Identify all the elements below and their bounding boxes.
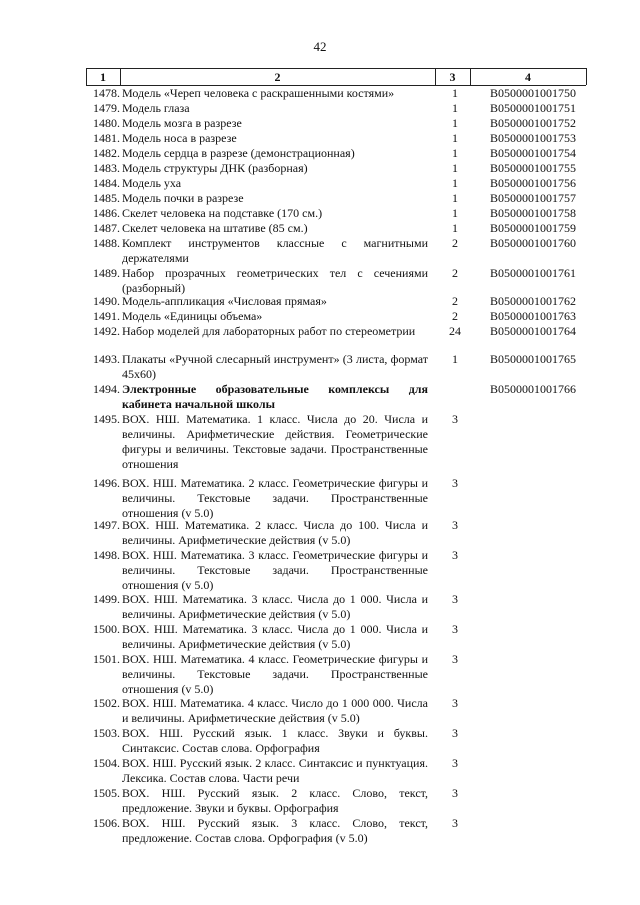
- table-row: [0, 116, 640, 131]
- table-row: [0, 352, 640, 382]
- row-quantity: 1: [452, 176, 458, 190]
- table-row: [0, 146, 640, 161]
- table-row: [0, 726, 640, 756]
- row-name: Набор прозрачных геометрических тел с сечениями (разборный): [122, 266, 428, 295]
- table-row: [0, 221, 640, 236]
- row-quantity: 2: [452, 294, 458, 308]
- row-number: 1485.: [93, 191, 120, 205]
- row-code: В0500001001760: [490, 236, 577, 250]
- row-quantity: 3: [452, 518, 458, 532]
- table-row: [0, 161, 640, 176]
- header-divider: [470, 68, 471, 85]
- table-row: [0, 816, 640, 846]
- row-quantity: 3: [452, 652, 458, 666]
- row-quantity: 1: [452, 101, 458, 115]
- row-code: В0500001001754: [490, 146, 577, 160]
- row-number: 1494.: [93, 382, 120, 396]
- row-quantity: 1: [452, 146, 458, 160]
- row-name: ВОХ. НШ. Математика. 2 класс. Числа до 100. Числа и величины. Арифметические действия (v 5.0): [122, 518, 428, 547]
- row-code: В0500001001765: [490, 352, 577, 366]
- table-row: [0, 86, 640, 101]
- row-code: В0500001001750: [490, 86, 577, 100]
- row-quantity: 2: [452, 236, 458, 250]
- row-name: Модель почки в разрезе: [122, 191, 244, 205]
- row-code: В0500001001758: [490, 206, 577, 220]
- row-quantity: 3: [452, 756, 458, 770]
- row-quantity: 1: [452, 206, 458, 220]
- row-quantity: 3: [452, 786, 458, 800]
- row-quantity: 1: [452, 352, 458, 366]
- row-name: Модель уха: [122, 176, 182, 190]
- row-number: 1501.: [93, 652, 120, 666]
- row-name: Модель мозга в разрезе: [122, 116, 242, 130]
- row-code: В0500001001751: [490, 101, 577, 115]
- row-quantity: 3: [452, 412, 458, 426]
- row-name: Модель сердца в разрезе (демонстрационная): [122, 146, 355, 160]
- row-quantity: 1: [452, 221, 458, 235]
- row-number: 1504.: [93, 756, 120, 770]
- row-quantity: 2: [452, 309, 458, 323]
- row-number: 1489.: [93, 266, 120, 280]
- row-name: Набор моделей для лабораторных работ по стереометрии: [122, 324, 416, 338]
- row-name: Плакаты «Ручной слесарный инструмент» (3 листа, формат 45х60): [122, 352, 428, 381]
- row-name: ВОХ. НШ. Математика. 3 класс. Геометрические фигуры и величины. Текстовые задачи. Пространственные отношения (v 5.0): [122, 548, 428, 592]
- row-quantity: 3: [452, 622, 458, 636]
- row-name: ВОХ. НШ. Русский язык. 2 класс. Синтаксис и пунктуация. Лексика. Состав слова. Части речи: [122, 756, 428, 785]
- row-name: ВОХ. НШ. Математика. 2 класс. Геометрические фигуры и величины. Текстовые задачи. Пространственные отношения (v 5.0): [122, 476, 428, 520]
- row-name: ВОХ. НШ. Математика. 4 класс. Число до 1 000 000. Числа и величины. Арифметические действия (v 5.0): [122, 696, 428, 725]
- row-name: ВОХ. НШ. Математика. 3 класс. Числа до 1 000. Числа и величины. Арифметические действия (v 5.0): [122, 592, 428, 621]
- row-quantity: 3: [452, 592, 458, 606]
- row-code: В0500001001756: [490, 176, 577, 190]
- table-row: [0, 176, 640, 191]
- header-col-2: 2: [274, 70, 281, 84]
- row-number: 1488.: [93, 236, 120, 250]
- row-quantity: 2: [452, 266, 458, 280]
- row-number: 1480.: [93, 116, 120, 130]
- row-number: 1478.: [93, 86, 120, 100]
- header-divider: [120, 68, 121, 85]
- row-name: ВОХ. НШ. Русский язык. 2 класс. Слово, текст, предложение. Звуки и буквы. Орфография: [122, 786, 428, 815]
- table-row: [0, 652, 640, 697]
- table-row: [0, 309, 640, 324]
- row-quantity: 3: [452, 696, 458, 710]
- row-number: 1479.: [93, 101, 120, 115]
- row-number: 1481.: [93, 131, 120, 145]
- header-divider: [435, 68, 436, 85]
- row-name: ВОХ. НШ. Математика. 1 класс. Числа до 20. Числа и величины. Арифметические действия. Геометрические фигуры и величины. Текстовые задачи. Пространственные отношения: [122, 412, 428, 471]
- table-row: [0, 548, 640, 593]
- table-row: [0, 756, 640, 786]
- row-quantity: 1: [452, 86, 458, 100]
- table-row: [0, 324, 640, 354]
- row-number: 1499.: [93, 592, 120, 606]
- row-number: 1493.: [93, 352, 120, 366]
- page-number: 42: [313, 39, 327, 54]
- table-row: [0, 206, 640, 221]
- table-row: [0, 518, 640, 548]
- table-row: [0, 236, 640, 266]
- table-row: [0, 412, 640, 472]
- header-col-4: 4: [525, 70, 531, 84]
- table-row: [0, 622, 640, 652]
- table-row: [0, 101, 640, 116]
- row-quantity: 1: [452, 131, 458, 145]
- table-row: [0, 592, 640, 622]
- row-code: В0500001001766: [490, 382, 577, 396]
- row-quantity: 3: [452, 816, 458, 830]
- header-divider: [586, 68, 587, 85]
- row-quantity: 1: [452, 116, 458, 130]
- row-number: 1502.: [93, 696, 120, 710]
- row-number: 1492.: [93, 324, 120, 338]
- header-col-1: 1: [100, 70, 106, 84]
- row-quantity: 3: [452, 726, 458, 740]
- row-quantity: 1: [452, 191, 458, 205]
- row-name: Модель структуры ДНК (разборная): [122, 161, 308, 175]
- row-number: 1505.: [93, 786, 120, 800]
- table-row: [0, 786, 640, 816]
- row-number: 1498.: [93, 548, 120, 562]
- row-name: ВОХ. НШ. Математика. 4 класс. Геометрические фигуры и величины. Текстовые задачи. Пространственные отношения (v 5.0): [122, 652, 428, 696]
- row-number: 1500.: [93, 622, 120, 636]
- table-row: [0, 696, 640, 726]
- row-code: В0500001001762: [490, 294, 577, 308]
- row-number: 1486.: [93, 206, 120, 220]
- row-number: 1490.: [93, 294, 120, 308]
- row-code: В0500001001752: [490, 116, 577, 130]
- row-name: ВОХ. НШ. Русский язык. 3 класс. Слово, текст, предложение. Состав слова. Орфография (v 5.0): [122, 816, 428, 845]
- row-code: В0500001001753: [490, 131, 577, 145]
- row-name: ВОХ. НШ. Русский язык. 1 класс. Звуки и буквы. Синтаксис. Состав слова. Орфография: [122, 726, 428, 755]
- row-number: 1503.: [93, 726, 120, 740]
- row-name: Модель-аппликация «Числовая прямая»: [122, 294, 327, 308]
- row-name: Электронные образовательные комплексы для кабинета начальной школы: [122, 382, 428, 411]
- table-row: [0, 294, 640, 309]
- table-row: [0, 131, 640, 146]
- row-quantity: 3: [452, 476, 458, 490]
- table-row: [0, 266, 640, 296]
- row-name: ВОХ. НШ. Математика. 3 класс. Числа до 1 000. Числа и величины. Арифметические действия (v 5.0): [122, 622, 428, 651]
- row-name: Скелет человека на подставке (170 см.): [122, 206, 323, 220]
- table-row: [0, 191, 640, 206]
- row-quantity: 3: [452, 548, 458, 562]
- row-name: Модель «Единицы объема»: [122, 309, 263, 323]
- row-name: Комплект инструментов классные с магнитными держателями: [122, 236, 428, 265]
- row-number: 1482.: [93, 146, 120, 160]
- table-row: [0, 476, 640, 521]
- row-number: 1487.: [93, 221, 120, 235]
- row-quantity: 1: [452, 161, 458, 175]
- row-code: В0500001001764: [490, 324, 577, 338]
- table-header: [86, 68, 586, 86]
- row-number: 1483.: [93, 161, 120, 175]
- row-number: 1484.: [93, 176, 120, 190]
- row-number: 1495.: [93, 412, 120, 426]
- row-code: В0500001001759: [490, 221, 577, 235]
- header-col-3: 3: [449, 70, 456, 84]
- row-number: 1506.: [93, 816, 120, 830]
- table-row: [0, 382, 640, 412]
- row-name: Модель носа в разрезе: [122, 131, 237, 145]
- row-code: В0500001001755: [490, 161, 577, 175]
- row-name: Модель глаза: [122, 101, 190, 115]
- row-name: Модель «Череп человека с раскрашенными костями»: [122, 86, 395, 100]
- row-name: Скелет человека на штативе (85 см.): [122, 221, 308, 235]
- row-code: В0500001001763: [490, 309, 577, 323]
- row-quantity: 24: [449, 324, 461, 338]
- row-number: 1491.: [93, 309, 120, 323]
- row-code: В0500001001757: [490, 191, 577, 205]
- row-number: 1496.: [93, 476, 120, 490]
- header-divider: [86, 68, 87, 85]
- row-code: В0500001001761: [490, 266, 577, 280]
- row-number: 1497.: [93, 518, 120, 532]
